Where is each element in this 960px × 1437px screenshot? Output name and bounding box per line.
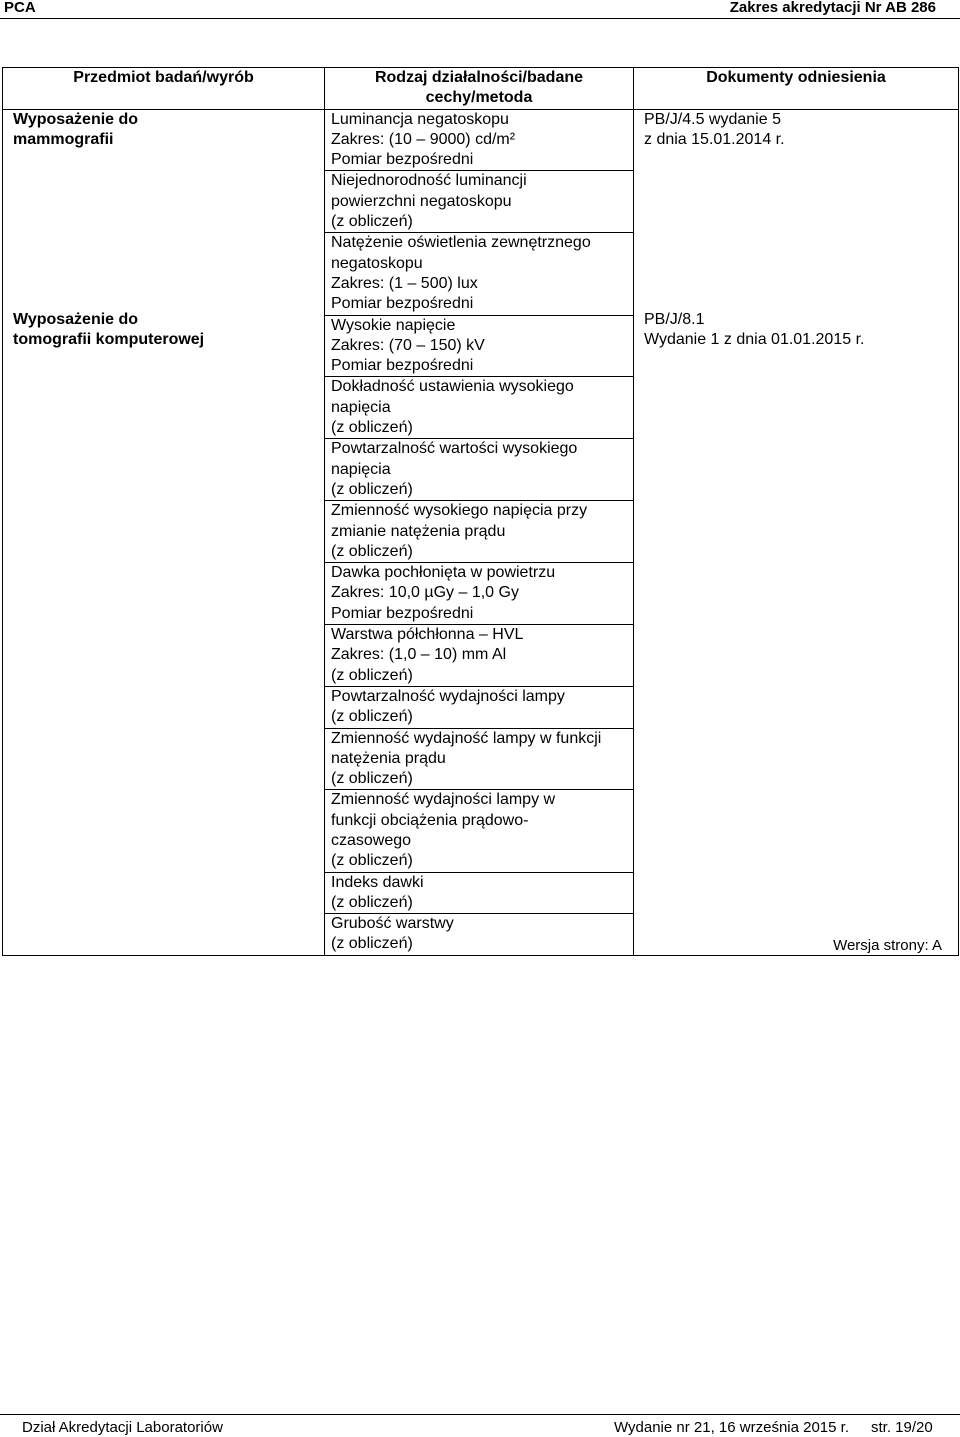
- method-item: [325, 790, 633, 872]
- method-line: (z obliczeń): [331, 542, 413, 560]
- method-line: Grubość warstwy: [331, 915, 454, 933]
- methods-cell: [325, 109, 634, 955]
- method-item: [325, 914, 633, 955]
- method-line: (z obliczeń): [331, 852, 413, 870]
- method-line: Zakres: (1,0 – 10) mm Al: [331, 646, 507, 664]
- method-item: [325, 316, 633, 378]
- method-item: [325, 873, 633, 915]
- method-line: Warstwa półchłonna – HVL: [331, 626, 524, 644]
- column-header: Przedmiot badań/wyrób: [3, 68, 325, 110]
- document-line: PB/J/8.1: [644, 311, 705, 329]
- footer-left: Dział Akredytacji Laboratoriów: [22, 1419, 223, 1436]
- method-item: [325, 687, 633, 729]
- method-line: Wysokie napięcie: [331, 316, 456, 334]
- method-line: zmianie natężenia prądu: [331, 522, 506, 540]
- document-ct: [644, 310, 948, 351]
- method-line: powierzchni negatoskopu: [331, 192, 512, 210]
- table-row: [3, 109, 959, 955]
- column-header: Dokumenty odniesienia: [634, 68, 959, 110]
- footer-right: [614, 1419, 933, 1436]
- method-line: Powtarzalność wartości wysokiego: [331, 440, 578, 458]
- method-line: Pomiar bezpośredni: [331, 604, 474, 622]
- subject-ct: [13, 310, 314, 351]
- method-item: [325, 233, 633, 315]
- document-line: z dnia 15.01.2014 r.: [644, 130, 785, 148]
- method-line: Natężenie oświetlenia zewnętrznego: [331, 234, 591, 252]
- method-line: (z obliczeń): [331, 480, 413, 498]
- subject-mammography: [13, 110, 314, 151]
- method-line: Luminancja negatoskopu: [331, 110, 509, 128]
- method-line: Zmienność wysokiego napięcia przy: [331, 502, 588, 520]
- method-line: (z obliczeń): [331, 770, 413, 788]
- subject-line: mammografii: [13, 130, 114, 148]
- method-line: (z obliczeń): [331, 213, 413, 231]
- header-right: Zakres akredytacji Nr AB 286: [729, 0, 936, 16]
- document-line: Wydanie 1 z dnia 01.01.2015 r.: [644, 331, 865, 349]
- method-line: Zakres: (10 – 9000) cd/m²: [331, 130, 516, 148]
- method-line: (z obliczeń): [331, 419, 413, 437]
- method-item: [325, 377, 633, 439]
- method-line: czasowego: [331, 831, 412, 849]
- document-mammography: [644, 110, 948, 151]
- method-line: Zakres: (70 – 150) kV: [331, 336, 485, 354]
- subject-line: tomografii komputerowej: [13, 331, 205, 349]
- method-line: Zmienność wydajności lampy w: [331, 791, 556, 809]
- method-line: Dokładność ustawienia wysokiego: [331, 378, 574, 396]
- method-line: (z obliczeń): [331, 893, 413, 911]
- document-line: PB/J/4.5 wydanie 5: [644, 110, 781, 128]
- table-header-row: [3, 68, 959, 110]
- method-line: negatoskopu: [331, 254, 423, 272]
- method-line: (z obliczeń): [331, 935, 413, 953]
- method-line: (z obliczeń): [331, 666, 413, 684]
- method-line: Indeks dawki: [331, 873, 424, 891]
- method-line: natężenia prądu: [331, 749, 446, 767]
- method-item: [325, 563, 633, 625]
- method-line: Pomiar bezpośredni: [331, 151, 474, 169]
- page-header: [0, 0, 960, 19]
- page-footer: [0, 1414, 960, 1437]
- method-item: [325, 625, 633, 687]
- method-line: napięcia: [331, 460, 391, 478]
- method-line: napięcia: [331, 398, 391, 416]
- subjects-cell: [3, 109, 325, 955]
- header-left: PCA: [4, 0, 36, 16]
- method-item: [325, 171, 633, 233]
- method-line: Pomiar bezpośredni: [331, 295, 474, 313]
- method-line: (z obliczeń): [331, 708, 413, 726]
- subject-line: Wyposażenie do: [13, 311, 139, 329]
- page-version: Wersja strony: A: [833, 937, 942, 954]
- method-line: Dawka pochłonięta w powietrzu: [331, 564, 556, 582]
- method-item: [325, 439, 633, 501]
- footer-edition: Wydanie nr 21, 16 września 2015 r.: [614, 1419, 849, 1436]
- method-line: Zakres: 10,0 µGy – 1,0 Gy: [331, 584, 519, 602]
- column-header: Rodzaj działalności/badane cechy/metoda: [325, 68, 634, 110]
- method-line: Powtarzalność wydajności lampy: [331, 687, 565, 705]
- method-line: Zmienność wydajność lampy w funkcji: [331, 729, 602, 747]
- method-line: Pomiar bezpośredni: [331, 357, 474, 375]
- accreditation-table: [2, 67, 959, 956]
- method-item: [325, 501, 633, 563]
- method-item: [325, 729, 633, 791]
- footer-page-number: str. 19/20: [871, 1419, 933, 1436]
- method-line: Niejednorodność luminancji: [331, 172, 527, 190]
- method-item: [325, 110, 633, 172]
- method-line: funkcji obciążenia prądowo-: [331, 811, 529, 829]
- subject-line: Wyposażenie do: [13, 110, 139, 128]
- documents-cell: [634, 109, 959, 955]
- method-line: Zakres: (1 – 500) lux: [331, 274, 478, 292]
